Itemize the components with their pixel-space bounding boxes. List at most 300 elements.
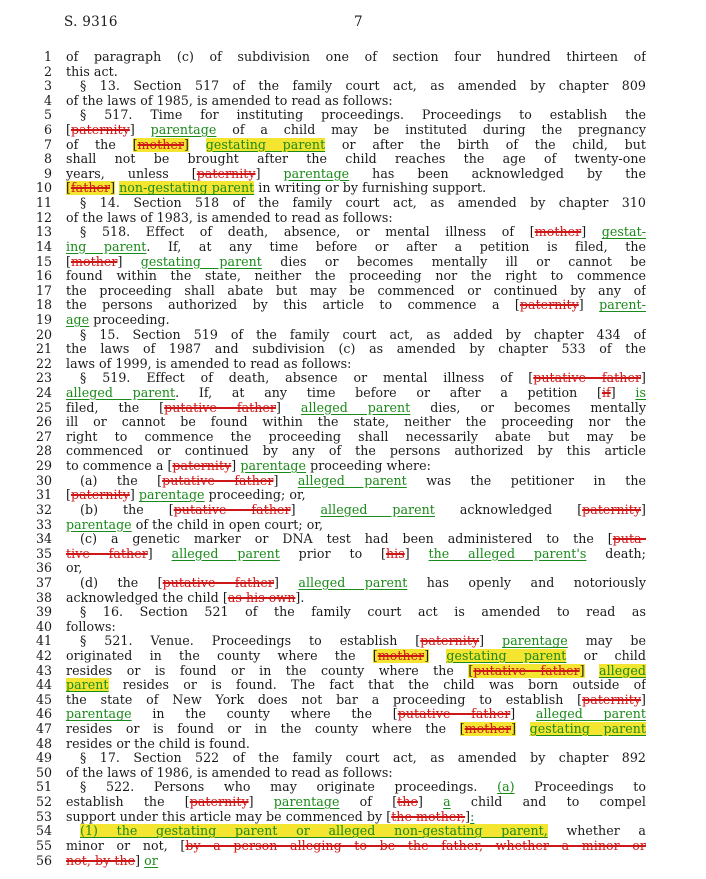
bill-number: S. 9316 xyxy=(64,14,118,30)
line-text xyxy=(66,474,646,489)
inserted-text: parent xyxy=(66,678,109,693)
line-number: 20 xyxy=(35,326,52,342)
line-number: 48 xyxy=(35,735,52,751)
text-line xyxy=(0,518,706,533)
inserted-text: parentage xyxy=(240,459,307,474)
inserted-text: (a) xyxy=(497,780,515,795)
line-number: 4 xyxy=(43,92,52,108)
deleted-text: by a person alleging to be the father, whether a minor or xyxy=(185,838,646,853)
text-run: [ xyxy=(468,663,474,678)
line-text xyxy=(66,737,646,752)
text-run: years, unless [ xyxy=(66,166,197,181)
text-run: ] xyxy=(404,546,429,561)
text-run xyxy=(429,649,446,663)
inserted-text: a xyxy=(443,795,451,810)
text-run: has openly and notoriously xyxy=(407,575,646,590)
text-line xyxy=(0,737,706,752)
line-number: 6 xyxy=(43,122,52,138)
text-line xyxy=(0,342,706,357)
line-number: 34 xyxy=(35,531,52,547)
text-run: right to commence the proceeding shall necessarily abate but may be xyxy=(66,429,646,444)
line-text xyxy=(66,357,646,372)
line-number: 19 xyxy=(35,311,52,327)
line-number: 25 xyxy=(35,399,52,415)
line-text xyxy=(66,810,646,825)
text-run: § 15. Section 519 of the family court act, as added by chapter 434 of xyxy=(80,327,646,342)
deleted-text: paternity xyxy=(420,634,480,649)
text-line xyxy=(0,664,706,679)
line-number: 14 xyxy=(35,238,52,254)
text-run: has been acknowledged by the xyxy=(349,166,646,181)
text-run: (d) the [ xyxy=(80,575,163,590)
line-text xyxy=(66,693,646,708)
line-number: 26 xyxy=(35,414,52,430)
deleted-text: putative father xyxy=(173,502,291,517)
deleted-text: not, by the xyxy=(66,853,136,868)
text-run: [ xyxy=(372,648,378,663)
text-line xyxy=(0,386,706,401)
bill-text-body xyxy=(0,50,706,868)
line-number: 56 xyxy=(35,852,52,868)
text-line xyxy=(0,722,706,737)
text-line xyxy=(0,605,706,620)
text-line xyxy=(0,591,706,606)
line-number: 53 xyxy=(35,808,52,824)
text-line xyxy=(0,620,706,635)
text-run: ] xyxy=(135,853,145,868)
line-text xyxy=(66,854,646,869)
line-number: 39 xyxy=(35,604,52,620)
deleted-text: if xyxy=(601,386,611,401)
line-number: 32 xyxy=(35,501,52,517)
line-text xyxy=(66,664,646,679)
text-run: of a child may be instituted during the pregnancy xyxy=(216,123,646,138)
line-number: 46 xyxy=(35,706,52,722)
deleted-text: mother xyxy=(464,722,512,737)
text-run: § 17. Section 522 of the family court act, as amended by chapter 892 xyxy=(80,751,646,766)
text-run: of paragraph (c) of subdivision one of section four hundred thirteen of xyxy=(66,50,646,64)
inserted-text: parentage xyxy=(273,795,340,810)
text-run: ] xyxy=(248,795,274,810)
line-number: 28 xyxy=(35,443,52,459)
line-text xyxy=(66,240,646,255)
text-run: ] xyxy=(479,634,503,649)
text-run: ] xyxy=(417,795,444,810)
line-text xyxy=(66,284,646,299)
text-run: ] xyxy=(276,400,301,415)
text-run: follows: xyxy=(66,619,116,634)
line-number: 21 xyxy=(35,341,52,357)
line-number: 43 xyxy=(35,662,52,678)
text-line xyxy=(0,328,706,343)
line-number: 50 xyxy=(35,764,52,780)
text-run: ] xyxy=(117,254,141,269)
text-run: of the xyxy=(66,137,133,152)
text-run: may be xyxy=(567,634,646,649)
text-line xyxy=(0,561,706,576)
inserted-text: parentage xyxy=(283,166,350,181)
line-text xyxy=(66,547,646,562)
line-text xyxy=(66,386,646,401)
inserted-text: alleged parent xyxy=(66,386,176,401)
text-run: shall not be brought after the child reaches the age of twenty-one xyxy=(66,152,646,167)
line-text xyxy=(66,167,646,182)
text-line xyxy=(0,503,706,518)
text-line xyxy=(0,678,706,693)
text-run: [ xyxy=(66,254,71,269)
line-number: 37 xyxy=(35,574,52,590)
line-text xyxy=(66,225,646,240)
text-run: ] xyxy=(511,722,517,737)
line-text xyxy=(66,138,646,153)
line-text xyxy=(66,488,646,503)
deleted-text: father xyxy=(70,181,111,196)
text-run: § 16. Section 521 of the family court act is amended to read as xyxy=(80,605,646,620)
text-run: ] xyxy=(610,386,636,401)
text-line xyxy=(0,780,706,795)
inserted-text: gestating parent xyxy=(446,648,567,663)
text-line xyxy=(0,255,706,270)
line-number: 42 xyxy=(35,647,52,663)
text-run: ] xyxy=(290,502,321,517)
line-text xyxy=(66,605,646,620)
line-number: 38 xyxy=(35,589,52,605)
text-line xyxy=(0,459,706,474)
inserted-text: parentage xyxy=(138,488,205,503)
inserted-text: alleged parent xyxy=(297,473,407,488)
inserted-text: alleged parent xyxy=(300,400,411,415)
text-run: to commence a [ xyxy=(66,459,173,474)
text-line xyxy=(0,444,706,459)
text-run: of the laws of 1985, is amended to read as follows: xyxy=(66,93,393,108)
line-text xyxy=(66,707,646,722)
line-text xyxy=(66,824,646,839)
text-run: ] xyxy=(273,473,298,488)
line-text xyxy=(66,313,646,328)
line-number: 49 xyxy=(35,750,52,766)
line-text xyxy=(66,196,646,211)
text-run: child and to compel xyxy=(450,795,646,810)
text-run: [ xyxy=(66,488,71,503)
line-text xyxy=(66,401,646,416)
text-run: ] xyxy=(129,123,151,138)
line-number: 7 xyxy=(43,136,52,152)
text-run: proceeding; or, xyxy=(204,488,306,503)
text-line xyxy=(0,854,706,869)
text-run: ] xyxy=(255,166,284,181)
text-run: of the laws of 1983, is amended to read as follows: xyxy=(66,210,393,225)
inserted-text: age xyxy=(66,312,90,327)
inserted-text: parentage xyxy=(150,123,217,138)
line-text xyxy=(66,839,646,854)
line-text xyxy=(66,371,646,386)
deleted-text: mother xyxy=(70,254,118,269)
text-line xyxy=(0,751,706,766)
text-run: dies, or becomes mentally xyxy=(410,400,646,415)
text-line xyxy=(0,707,706,722)
text-run: ]. xyxy=(295,590,305,605)
line-text xyxy=(66,678,646,693)
text-line xyxy=(0,693,706,708)
line-text xyxy=(66,79,646,94)
text-run xyxy=(189,138,206,152)
text-run: proceeding where: xyxy=(306,459,431,474)
text-run: § 13. Section 517 of the family court act, as amended by chapter 809 xyxy=(80,79,646,94)
deleted-text: mother xyxy=(534,225,582,240)
text-run: commenced or continued by any of the persons authorized by this article xyxy=(66,444,646,459)
inserted-text: parentage xyxy=(502,634,568,649)
text-run: or, xyxy=(66,561,83,576)
inserted-text: (1) the gestating parent or alleged non-gestating parent, xyxy=(80,824,548,839)
text-run: ill or cannot be found within the state, neither the proceeding nor the xyxy=(66,415,646,430)
text-line xyxy=(0,824,706,839)
text-run: minor or not, [ xyxy=(66,838,186,853)
text-run: (b) the [ xyxy=(80,502,174,517)
line-number: 36 xyxy=(35,560,52,576)
inserted-text: gestating parent xyxy=(140,254,262,269)
inserted-text: alleged parent xyxy=(320,502,435,517)
text-line xyxy=(0,488,706,503)
line-number: 9 xyxy=(43,165,52,181)
text-run: ] xyxy=(581,225,602,240)
inserted-text: gestat- xyxy=(601,225,646,240)
line-text xyxy=(66,503,646,518)
text-run: ] xyxy=(578,298,600,313)
deleted-text: putative father xyxy=(533,371,642,386)
text-run: of the child in open court; or, xyxy=(131,517,324,532)
inserted-text: gestating parent xyxy=(205,137,326,152)
text-run: ] xyxy=(147,546,172,561)
text-run: Proceedings to xyxy=(514,780,646,795)
text-run: § 518. Effect of death, absence, or mental illness of [ xyxy=(80,225,535,240)
line-number: 29 xyxy=(35,458,52,474)
deleted-text: the mother, xyxy=(391,809,466,824)
text-run: ] xyxy=(424,648,430,663)
inserted-text: ing parent xyxy=(66,239,147,254)
text-run: § 517. Time for instituting proceedings. Proceedings to establish the xyxy=(80,108,646,123)
line-text xyxy=(66,780,646,795)
line-number: 15 xyxy=(35,253,52,269)
text-run: proceeding. xyxy=(89,312,170,327)
text-run: laws of 1999, is amended to read as follows: xyxy=(66,356,352,371)
line-number: 8 xyxy=(43,151,52,167)
line-number: 51 xyxy=(35,779,52,795)
line-text xyxy=(66,766,646,781)
text-run: [ xyxy=(66,123,71,138)
line-text xyxy=(66,459,646,474)
text-line xyxy=(0,225,706,240)
line-number: 17 xyxy=(35,282,52,298)
line-text xyxy=(66,211,646,226)
text-run: § 519. Effect of death, absence or mental illness of [ xyxy=(80,371,534,386)
deleted-text: paternity xyxy=(519,298,579,313)
text-run: resides or is found or in the county where the xyxy=(66,663,469,678)
line-text xyxy=(66,532,646,547)
text-line xyxy=(0,415,706,430)
inserted-text: alleged parent xyxy=(171,546,280,561)
line-number: 18 xyxy=(35,297,52,313)
line-number: 33 xyxy=(35,516,52,532)
text-run: the proceeding shall abate but may be commenced or continued by any of xyxy=(66,283,646,298)
line-number: 1 xyxy=(43,49,52,64)
inserted-text: alleged xyxy=(599,663,646,678)
text-line xyxy=(0,167,706,182)
text-line xyxy=(0,211,706,226)
deleted-text: as his own xyxy=(227,590,296,605)
text-line xyxy=(0,94,706,109)
text-run: the state of New York does not bar a proceeding to establish [ xyxy=(66,692,583,707)
text-line xyxy=(0,123,706,138)
line-number: 41 xyxy=(35,633,52,649)
line-number: 44 xyxy=(35,677,52,693)
text-run: ] xyxy=(110,181,116,196)
text-line xyxy=(0,313,706,328)
text-run: § 521. Venue. Proceedings to establish [ xyxy=(80,634,421,649)
line-text xyxy=(66,298,646,313)
line-text xyxy=(66,795,646,810)
text-line xyxy=(0,152,706,167)
deleted-text: paternity xyxy=(582,692,642,707)
page-number: 7 xyxy=(354,14,363,30)
line-number: 45 xyxy=(35,691,52,707)
text-run: of [ xyxy=(339,795,398,810)
line-text xyxy=(66,152,646,167)
line-number: 13 xyxy=(35,224,52,240)
text-line xyxy=(0,839,706,854)
line-text xyxy=(66,576,646,591)
deleted-text: paternity xyxy=(196,166,256,181)
line-text xyxy=(66,620,646,635)
inserted-text: alleged parent xyxy=(298,575,408,590)
line-text xyxy=(66,415,646,430)
text-run: ] xyxy=(510,707,536,722)
text-run: support under this article may be commenced by [ xyxy=(66,809,392,824)
text-run: dies or becomes mentally ill or cannot be xyxy=(261,254,646,269)
text-run: ] xyxy=(641,692,646,707)
text-run: originated in the county where the xyxy=(66,648,373,663)
text-run: was the petitioner in the xyxy=(406,473,646,488)
text-line xyxy=(0,795,706,810)
line-text xyxy=(66,328,646,343)
text-run: in writing or by furnishing support. xyxy=(254,181,487,196)
line-number: 47 xyxy=(35,721,52,737)
line-text xyxy=(66,123,646,138)
line-text xyxy=(66,108,646,123)
text-run: prior to [ xyxy=(279,546,386,561)
text-line xyxy=(0,65,706,80)
text-run: the persons authorized by this article to commence a [ xyxy=(66,298,520,313)
text-line xyxy=(0,401,706,416)
deleted-text: putative father xyxy=(164,400,276,415)
line-text xyxy=(66,255,646,270)
line-text xyxy=(66,181,646,196)
line-number: 23 xyxy=(35,370,52,386)
text-run: the laws of 1987 and subdivision (c) as amended by chapter 533 of the xyxy=(66,342,646,357)
text-run: ] xyxy=(641,371,646,386)
deleted-text: mother xyxy=(377,648,425,663)
text-run xyxy=(585,664,599,678)
text-run: or after the birth of the child, but xyxy=(325,137,646,152)
text-line xyxy=(0,196,706,211)
inserted-text: or xyxy=(144,853,158,868)
line-number: 3 xyxy=(43,78,52,94)
text-run: resides or is found or in the county where the xyxy=(66,722,460,737)
text-run: ] xyxy=(465,809,471,824)
line-text xyxy=(66,94,646,109)
line-number: 12 xyxy=(35,209,52,225)
text-line xyxy=(0,284,706,299)
line-text xyxy=(66,591,646,606)
text-run: § 14. Section 518 of the family court act, as amended by chapter 310 xyxy=(80,196,646,211)
text-run xyxy=(516,722,530,736)
line-number: 30 xyxy=(35,472,52,488)
text-run: [ xyxy=(459,722,465,737)
line-number: 10 xyxy=(35,180,52,196)
deleted-text: paternity xyxy=(70,123,130,138)
text-run: acknowledged the child [ xyxy=(66,590,228,605)
text-run: (a) the [ xyxy=(80,473,163,488)
text-run: . If, at any time before or after a petition [ xyxy=(175,386,602,401)
text-line xyxy=(0,547,706,562)
text-run: (c) a genetic marker or DNA test had been administered to the [ xyxy=(80,532,613,547)
line-text xyxy=(66,65,646,80)
line-number: 24 xyxy=(35,385,52,401)
text-line xyxy=(0,430,706,445)
text-line xyxy=(0,766,706,781)
line-number: 52 xyxy=(35,794,52,810)
inserted-text: gestating parent xyxy=(529,722,646,737)
text-line xyxy=(0,634,706,649)
line-number: 55 xyxy=(35,837,52,853)
text-line xyxy=(0,649,706,664)
inserted-text: parent- xyxy=(599,298,646,313)
deleted-text: putative father xyxy=(162,473,274,488)
text-line xyxy=(0,50,706,65)
deleted-text: paternity xyxy=(172,459,232,474)
line-text xyxy=(66,634,646,649)
text-line xyxy=(0,576,706,591)
line-text xyxy=(66,430,646,445)
text-run: found within the state, neither the proceeding nor the right to commence xyxy=(66,269,646,284)
text-run: whether a xyxy=(547,824,646,839)
deleted-text: puta- xyxy=(612,532,646,547)
line-number: 27 xyxy=(35,428,52,444)
text-run: death; xyxy=(586,546,646,561)
text-run: ] xyxy=(184,137,189,152)
deleted-text: paternity xyxy=(70,488,130,503)
text-line xyxy=(0,240,706,255)
text-run: in the county where the [ xyxy=(131,707,398,722)
text-run: acknowledged [ xyxy=(434,502,583,517)
text-line xyxy=(0,298,706,313)
line-number: 31 xyxy=(35,487,52,503)
text-line xyxy=(0,371,706,386)
deleted-text: his xyxy=(385,546,405,561)
text-run: . If, at any time before or after a petition is filed, the xyxy=(146,239,646,254)
line-number: 11 xyxy=(35,195,52,211)
line-number: 54 xyxy=(35,823,52,839)
inserted-text: the alleged parent's xyxy=(428,546,587,561)
deleted-text: paternity xyxy=(582,502,642,517)
text-line xyxy=(0,79,706,94)
text-line xyxy=(0,532,706,547)
text-line xyxy=(0,474,706,489)
text-run: resides or the child is found. xyxy=(66,736,250,751)
text-run: [ xyxy=(132,137,138,152)
deleted-text: putative father xyxy=(397,707,511,722)
text-run: resides or is found. The fact that the child was born outside of xyxy=(108,678,646,693)
line-text xyxy=(66,342,646,357)
